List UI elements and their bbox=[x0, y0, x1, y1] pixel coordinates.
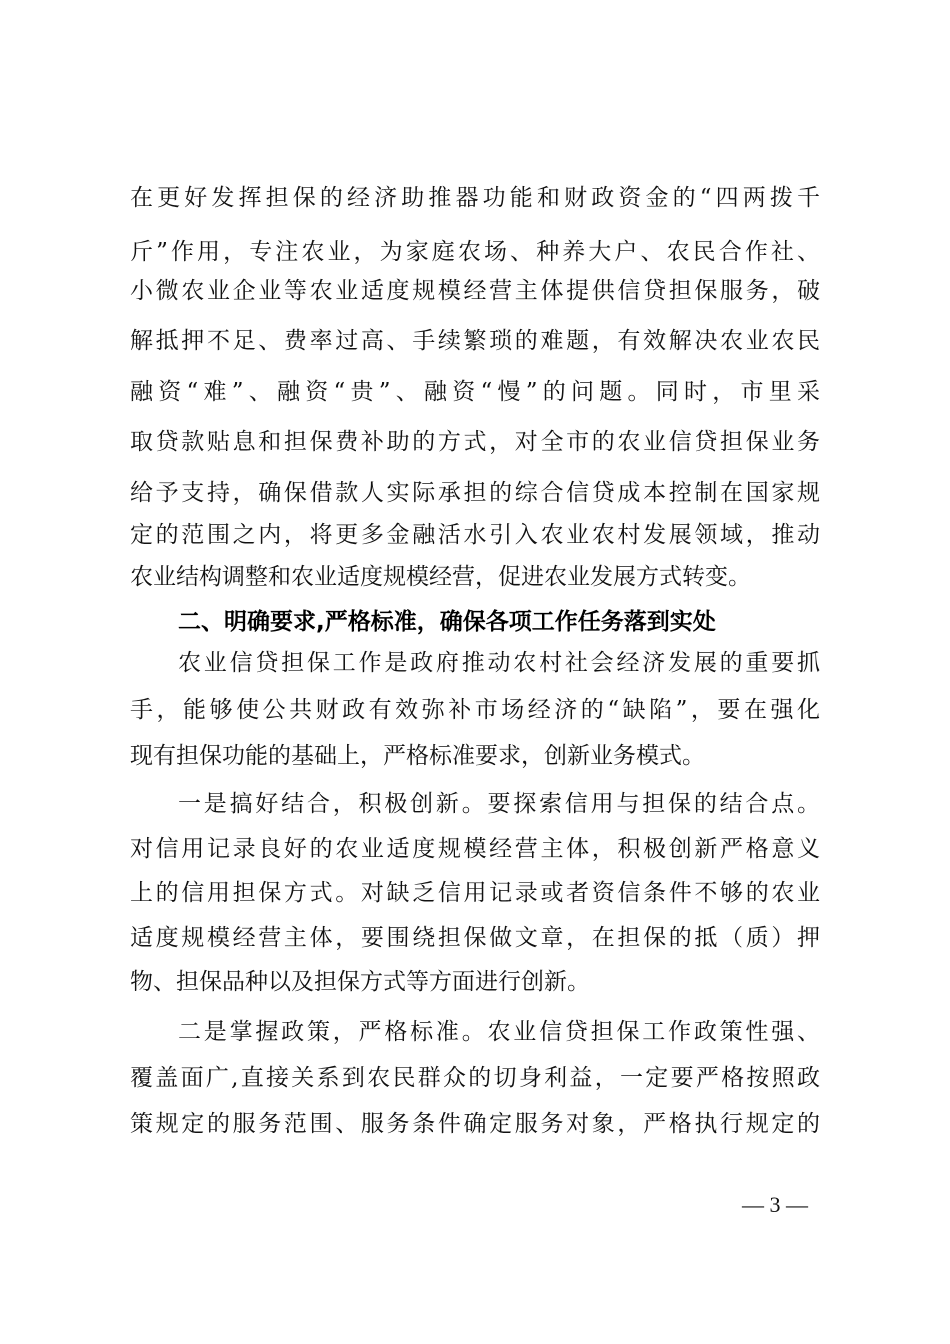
paragraph-1-line-1: 在更好发挥担保的经济助推器功能和财政资金的“四两拨千 bbox=[130, 185, 820, 211]
paragraph-1-line-5: 融资“难”、融资“贵”、融资“慢”的问题。同时，市里采 bbox=[130, 379, 820, 405]
paragraph-4-line-3: 策规定的服务范围、服务条件确定服务对象，严格执行规定的 bbox=[130, 1111, 820, 1137]
paragraph-4-line-2: 覆盖面广,直接关系到农民群众的切身利益，一定要严格按照政 bbox=[130, 1065, 820, 1091]
paragraph-2-line-3: 现有担保功能的基础上，严格标准要求，创新业务模式。 bbox=[130, 743, 705, 769]
paragraph-1-line-7: 给予支持，确保借款人实际承担的综合信贷成本控制在国家规 bbox=[130, 480, 820, 506]
paragraph-2-line-2: 手，能够使公共财政有效弥补市场经济的“缺陷”，要在强化 bbox=[130, 697, 820, 723]
paragraph-1-line-6: 取贷款贴息和担保费补助的方式，对全市的农业信贷担保业务 bbox=[130, 429, 820, 455]
paragraph-3-line-3: 上的信用担保方式。对缺乏信用记录或者资信条件不够的农业 bbox=[130, 880, 820, 906]
paragraph-2-line-1: 农业信贷担保工作是政府推动农村社会经济发展的重要抓 bbox=[178, 650, 820, 676]
paragraph-4-line-1: 二是掌握政策，严格标准。农业信贷担保工作政策性强、 bbox=[178, 1019, 820, 1045]
paragraph-1-line-9: 农业结构调整和农业适度规模经营，促进农业发展方式转变。 bbox=[130, 564, 751, 590]
paragraph-3-line-2: 对信用记录良好的农业适度规模经营主体，积极创新严格意义 bbox=[130, 836, 820, 862]
paragraph-3-line-1: 一是搞好结合，积极创新。要探索信用与担保的结合点。 bbox=[178, 791, 820, 817]
page-number: — 3 — bbox=[742, 1192, 808, 1217]
paragraph-3-line-5: 物、担保品种以及担保方式等方面进行创新。 bbox=[130, 969, 590, 995]
paragraph-3-line-4: 适度规模经营主体，要围绕担保做文章，在担保的抵（质）押 bbox=[130, 925, 820, 951]
paragraph-1-line-4: 解抵押不足、费率过高、手续繁琐的难题，有效解决农业农民 bbox=[130, 328, 820, 354]
paragraph-1-line-8: 定的范围之内，将更多金融活水引入农业农村发展领域，推动 bbox=[130, 522, 820, 548]
section-heading: 二、明确要求,严格标准，确保各项工作任务落到实处 bbox=[178, 609, 716, 635]
paragraph-1-line-3: 小微农业企业等农业适度规模经营主体提供信贷担保服务，破 bbox=[130, 278, 820, 304]
paragraph-1-line-2: 斤”作用，专注农业，为家庭农场、种养大户、农民合作社、 bbox=[130, 239, 820, 265]
